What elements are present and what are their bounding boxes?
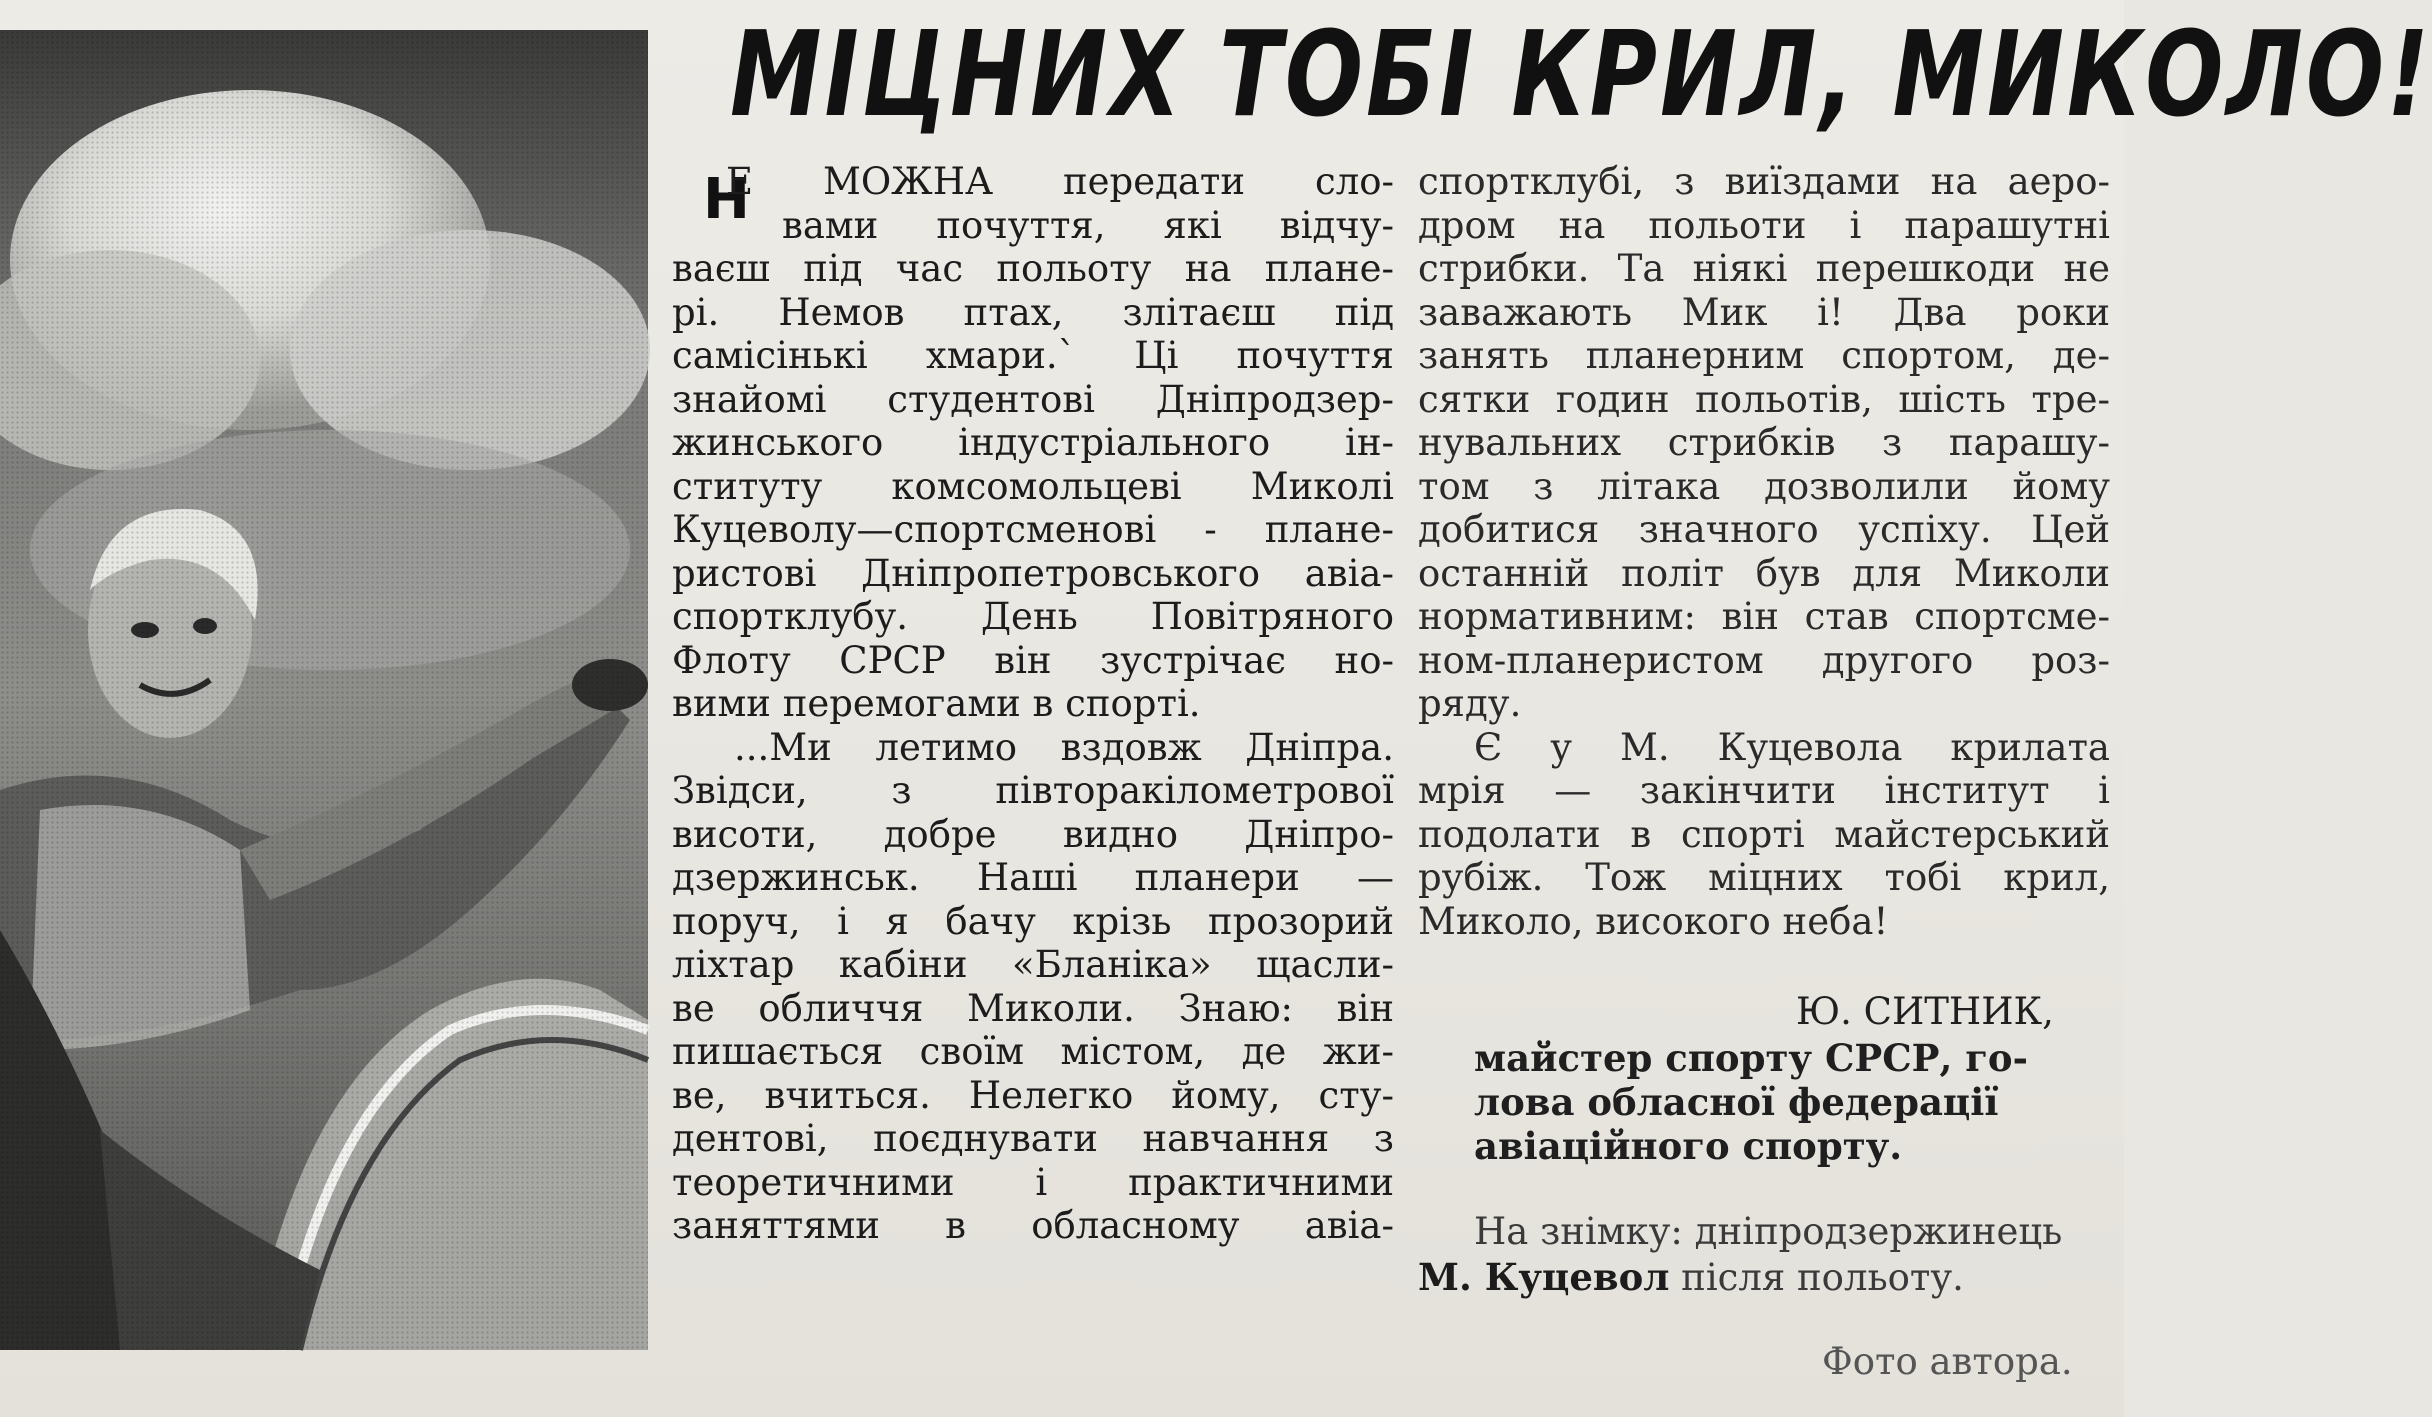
- article-line: самісінькі хмари.` Ці почуття: [672, 334, 1394, 377]
- article-line: теоретичними і практичними: [672, 1160, 1394, 1204]
- headline: МІЦНИХ ТОБІ КРИЛ, МИКОЛО!: [730, 6, 2432, 143]
- author-title-line-2: лова обласної федерації: [1474, 1080, 1999, 1124]
- article-line: жинського індустріального ін-: [672, 421, 1394, 464]
- article-line: вими перемогами в спорті.: [672, 682, 1201, 725]
- pilot-photo: [0, 30, 648, 1350]
- article-line: нувальних стрибків з парашу-: [1418, 421, 2110, 464]
- article-line: заважають Мик і! Два роки: [1418, 290, 2110, 334]
- article-line: ституту комсомольцеві Миколі: [672, 464, 1394, 508]
- article-line: Звідси, з півторакілометрової: [672, 769, 1394, 812]
- article-line: занять планерним спортом, де-: [1418, 334, 2110, 377]
- article-line: висоти, добре видно Дніпро-: [672, 812, 1394, 856]
- article-line: рубіж. Тож міцних тобі крил,: [1418, 856, 2110, 899]
- author-title-line-3: авіаційного спорту.: [1474, 1124, 1903, 1168]
- article-line: Флоту СРСР він зустрічає но-: [672, 638, 1394, 682]
- article-line: вами почуття, які відчу-: [782, 203, 1394, 247]
- article-column-2: [1418, 160, 2110, 943]
- article-line: знайомі студентові Дніпродзер-: [672, 377, 1394, 421]
- article-line: сятки годин польотів, шість тре-: [1418, 377, 2110, 421]
- article-line: дентові, поєднувати навчання з: [672, 1117, 1394, 1160]
- article-line: дром на польоти і парашутні: [1418, 203, 2110, 247]
- article-line: дзержинськ. Наші планери —: [672, 856, 1394, 899]
- article-column-1: [672, 160, 1394, 1248]
- article-line: ристові Дніпропетровського авіа-: [672, 551, 1394, 595]
- article-line: спортклубі, з виїздами на аеро-: [1418, 160, 2110, 203]
- article-line: рі. Немов птах, злітаєш під: [672, 290, 1394, 334]
- caption-subject: М. Куцевол: [1418, 1255, 1670, 1299]
- caption-rest: після польоту.: [1669, 1256, 1964, 1299]
- article-line: том з літака дозволили йому: [1418, 464, 2110, 508]
- photo-caption-line-2: [1418, 1256, 1964, 1300]
- article-line: ваєш під час польоту на плане-: [672, 247, 1394, 290]
- article-line: Є у М. Куцевола крилата: [1474, 725, 2110, 769]
- article-line: Куцеволу—спортсменові - плане-: [672, 508, 1394, 551]
- article-line: ...Ми летимо вздовж Дніпра.: [734, 725, 1394, 769]
- pilot-photo-image: [0, 30, 648, 1350]
- article-line: ліхтар кабіни «Бланіка» щасли-: [672, 943, 1394, 986]
- article-line: нормативним: він став спортсме-: [1418, 595, 2110, 638]
- article-line: мрія — закінчити інститут і: [1418, 769, 2110, 812]
- article-line: подолати в спорті майстерський: [1418, 812, 2110, 856]
- article-line: добитися значного успіху. Цей: [1418, 508, 2110, 551]
- photo-caption-line-1: На знімку: дніпродзержинець: [1474, 1210, 2063, 1253]
- article-line: стрибки. Та ніякі перешкоди не: [1418, 247, 2110, 290]
- photo-credit: Фото автора.: [1822, 1340, 2073, 1383]
- article-line: останній політ був для Миколи: [1418, 551, 2110, 595]
- article-line: ном-планеристом другого роз-: [1418, 638, 2110, 682]
- article-line: ве обличчя Миколи. Знаю: він: [672, 986, 1394, 1030]
- article-line: Е МОЖНА передати сло-: [726, 160, 1394, 203]
- article-line: спортклубу. День Повітряного: [672, 595, 1394, 638]
- article-line: поруч, і я бачу крізь прозорий: [672, 899, 1394, 943]
- article-line: ве, вчиться. Нелегко йому, сту-: [672, 1073, 1394, 1117]
- author-name: Ю. СИТНИК,: [1796, 990, 2054, 1033]
- article-line: заняттями в обласному авіа-: [672, 1204, 1394, 1247]
- article-line: ряду.: [1418, 682, 1522, 725]
- author-title-line-1: майстер спорту СРСР, го-: [1474, 1036, 2028, 1080]
- article-line: Миколо, високого неба!: [1418, 899, 1889, 943]
- article-line: пишається своїм містом, де жи-: [672, 1030, 1394, 1073]
- drop-cap: Н: [703, 167, 750, 232]
